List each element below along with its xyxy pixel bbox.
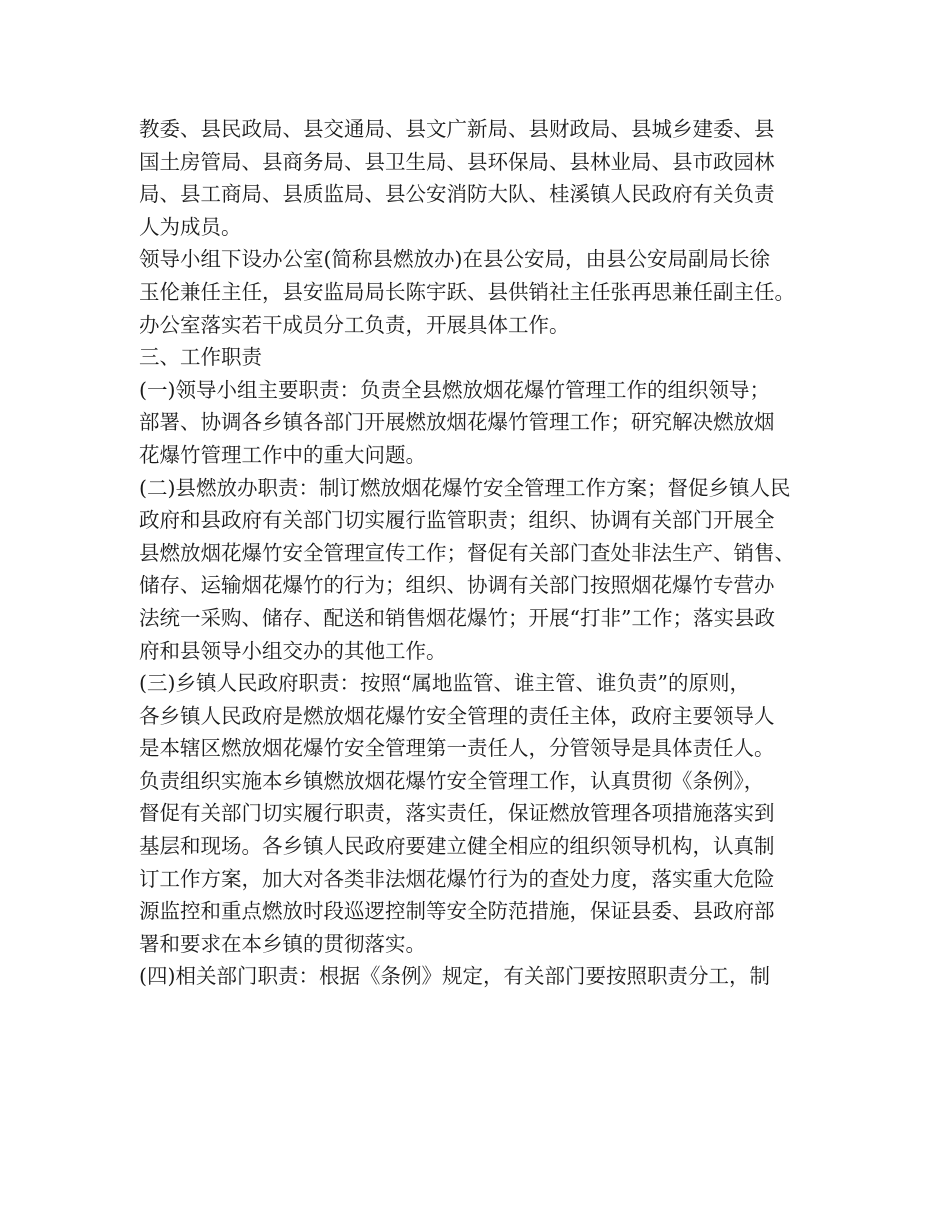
- text-line: (四)相关部门职责：根据《条例》规定，有关部门要按照职责分工，制: [139, 964, 770, 989]
- text-line: 人为成员。: [139, 214, 242, 239]
- text-line: 督促有关部门切实履行职责，落实责任，保证燃放管理各项措施落实到: [139, 801, 775, 826]
- text-line: (三)乡镇人民政府职责：按照“属地监管、谁主管、谁负责”的原则，: [139, 671, 750, 696]
- text-line: 法统一采购、储存、配送和销售烟花爆竹；开展“打非”工作；落实县政: [139, 605, 775, 630]
- text-line: 玉伦兼任主任，县安监局局长陈宇跃、县供销社主任张再思兼任副主任。: [139, 279, 795, 304]
- text-line: (二)县燃放办职责：制订燃放烟花爆竹安全管理工作方案；督促乡镇人民: [139, 475, 791, 500]
- text-line: 部署、协调各乡镇各部门开展燃放烟花爆竹管理工作；研究解决燃放烟: [139, 410, 775, 435]
- text-line: 储存、运输烟花爆竹的行为；组织、协调有关部门按照烟花爆竹专营办: [139, 573, 775, 598]
- text-line: 各乡镇人民政府是燃放烟花爆竹安全管理的责任主体，政府主要领导人: [139, 703, 775, 728]
- text-line: 是本辖区燃放烟花爆竹安全管理第一责任人，分管领导是具体责任人。: [139, 736, 775, 761]
- document-body: [139, 113, 819, 993]
- text-line: 负责组织实施本乡镇燃放烟花爆竹安全管理工作，认真贯彻《条例》，: [139, 768, 765, 793]
- text-line: 领导小组下设办公室(简称县燃放办)在县公安局，由县公安局副局长徐: [139, 247, 770, 272]
- text-line: 订工作方案，加大对各类非法烟花爆竹行为的查处力度，落实重大危险: [139, 866, 775, 891]
- text-line: 府和县领导小组交办的其他工作。: [139, 638, 447, 663]
- text-line: 政府和县政府有关部门切实履行监管职责；组织、协调有关部门开展全: [139, 508, 775, 533]
- text-line: 教委、县民政局、县交通局、县文广新局、县财政局、县城乡建委、县: [139, 117, 775, 141]
- text-line: 局、县工商局、县质监局、县公安消防大队、桂溪镇人民政府有关负责: [139, 182, 775, 207]
- text-line: (一)领导小组主要职责：负责全县燃放烟花爆竹管理工作的组织领导；: [139, 377, 770, 402]
- text-line: 基层和现场。各乡镇人民政府要建立健全相应的组织领导机构，认真制: [139, 834, 775, 859]
- text-line: 源监控和重点燃放时段巡逻控制等安全防范措施，保证县委、县政府部: [139, 899, 775, 924]
- section-heading: 三、工作职责: [139, 345, 262, 370]
- text-line: 国土房管局、县商务局、县卫生局、县环保局、县林业局、县市政园林: [139, 149, 775, 174]
- text-line: 办公室落实若干成员分工负责，开展具体工作。: [139, 312, 570, 337]
- text-line: 县燃放烟花爆竹安全管理宣传工作；督促有关部门查处非法生产、销售、: [139, 540, 795, 565]
- text-line: 花爆竹管理工作中的重大问题。: [139, 442, 426, 467]
- text-line: 署和要求在本乡镇的贯彻落实。: [139, 931, 426, 956]
